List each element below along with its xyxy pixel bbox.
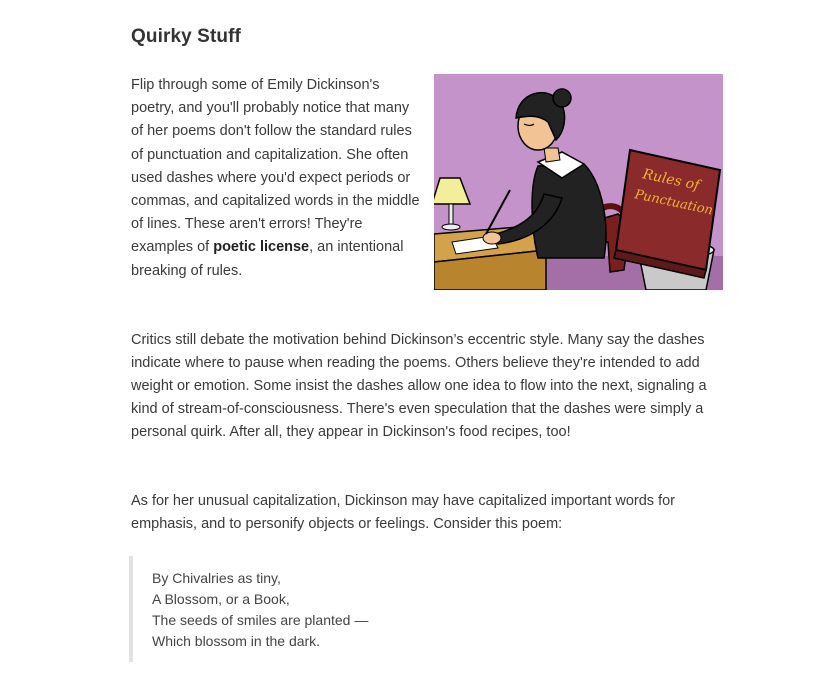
paragraph-capitalization: As for her unusual capitalization, Dickinson may have capitalized important words for emphasis, and to personify objects or feelings. Consider this poem: [131,493,676,532]
book-title-line2: Punctuation [633,187,715,219]
section-title: Quirky Stuff [131,26,241,47]
intro-paragraph [131,74,421,283]
paragraph-critics: Critics still debate the motivation behind Dickinson’s eccentric style. Many say the dashes indicate where to pause when reading the poems. Others believe they're intended to add weight or emotion. Some insist the dashes allow one idea to flow into the next, signaling a kind of stream-of-consciousness. There's even speculation that the dashes were simply a personal quirk. After all, they appear in Dickinson's food recipes, too! [131,332,707,440]
rules-book-icon [614,150,720,278]
poem-blockquote [129,556,429,662]
dickinson-illustration [434,74,723,290]
poetic-license-term: poetic license [213,239,310,256]
intro-text-start: Flip through some of Emily Dickinson's poetry, and you'll probably notice that many of her poems don't follow the standard rules of punctuation and capitalization. She often used dashes where you'd expect periods or commas, and capitalized words in the middle of lines. These aren't errors! They're examples of [131,77,420,256]
poem-line: A Blossom, or a Book, [152,591,290,607]
book-title-line1: Rules of [641,166,701,194]
poem-line: By Chivalries as tiny, [152,570,281,586]
intro-text-end: , an intentional breaking of rules. [131,239,404,279]
poem-line: Which blossom in the dark. [152,633,321,649]
poem-line: The seeds of smiles are planted — [152,612,369,628]
